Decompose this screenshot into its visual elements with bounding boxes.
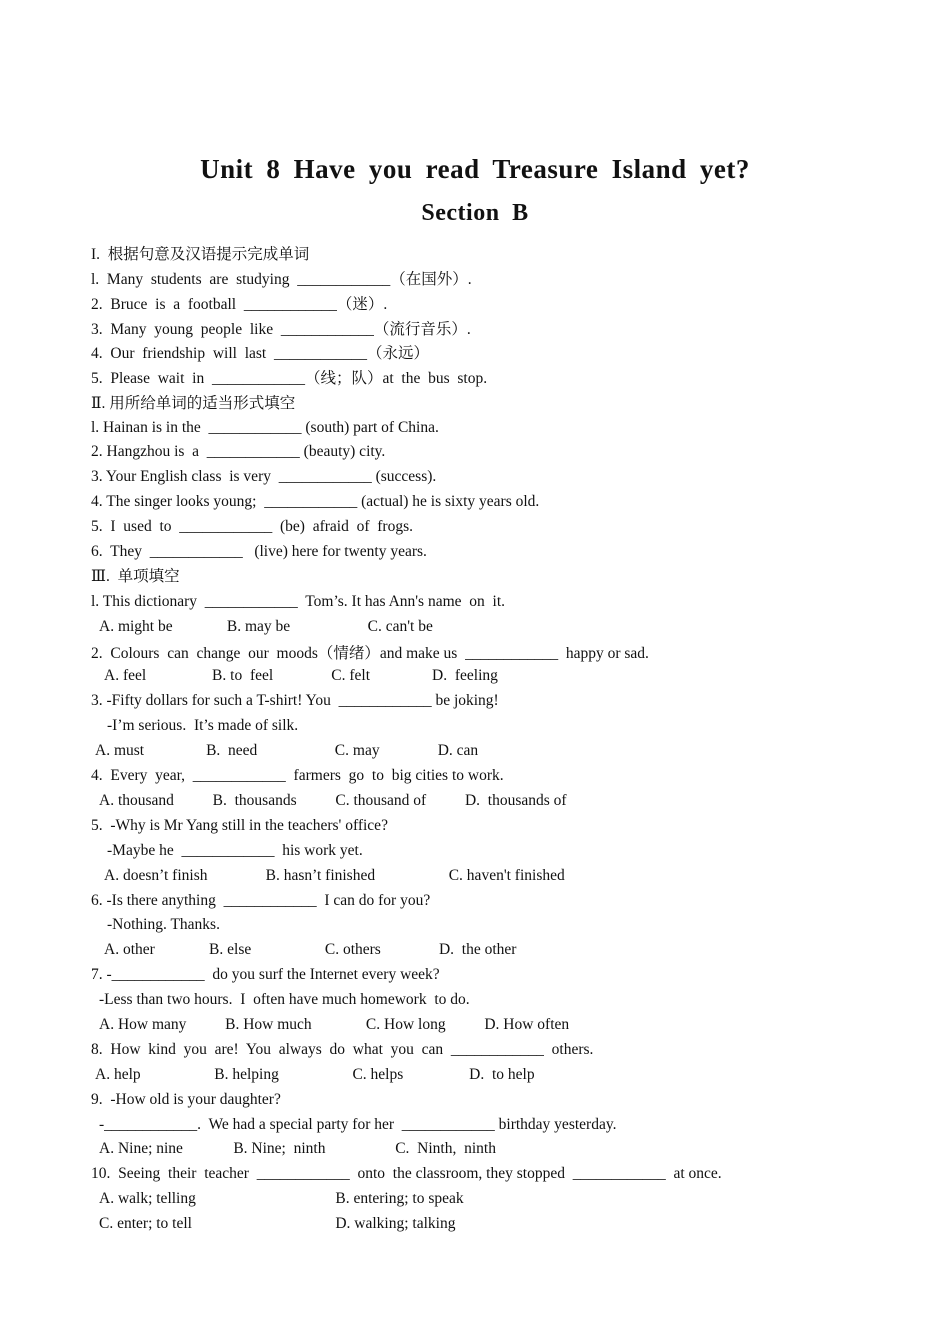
worksheet-line: 9. -How old is your daughter? bbox=[91, 1091, 281, 1108]
worksheet-line: -I’m serious. It’s made of silk. bbox=[107, 717, 299, 734]
worksheet-line: -Maybe he ____________ his work yet. bbox=[107, 842, 363, 859]
worksheet-line: 4. Our friendship will last ____________（永远） bbox=[91, 345, 429, 362]
worksheet-line: I. 根据句意及汉语提示完成单词 bbox=[91, 246, 310, 263]
worksheet-line: 2. Hangzhou is a ____________ (beauty) city. bbox=[91, 443, 386, 460]
worksheet-line: A. How many B. How much C. How long D. How often bbox=[99, 1016, 570, 1033]
worksheet-line: 10. Seeing their teacher ____________ onto the classroom, they stopped ____________ at once. bbox=[91, 1165, 722, 1182]
section-title: Section B bbox=[421, 200, 529, 226]
worksheet-line: 8. How kind you are! You always do what you can ____________ others. bbox=[91, 1041, 594, 1058]
worksheet-line: 3. Your English class is very ____________ (success). bbox=[91, 468, 437, 485]
worksheet-line: 6. -Is there anything ____________ I can do for you? bbox=[91, 892, 431, 909]
worksheet-line: A. might be B. may be C. can't be bbox=[99, 618, 433, 635]
worksheet-line: 4. Every year, ____________ farmers go to big cities to work. bbox=[91, 767, 504, 784]
worksheet-line: 2. Bruce is a football ____________（迷）. bbox=[91, 296, 388, 313]
worksheet-line: 7. -____________ do you surf the Internet every week? bbox=[91, 966, 440, 983]
worksheet-line: -Nothing. Thanks. bbox=[107, 916, 220, 933]
worksheet-line: 5. -Why is Mr Yang still in the teachers' office? bbox=[91, 817, 388, 834]
worksheet-line: A. Nine; nine B. Nine; ninth C. Ninth, ninth bbox=[99, 1140, 496, 1157]
worksheet-line: Ⅲ. 单项填空 bbox=[91, 568, 180, 585]
worksheet-line: 5. Please wait in ____________（线；队）at the bus stop. bbox=[91, 370, 488, 387]
worksheet-line: A. must B. need C. may D. can bbox=[95, 742, 479, 759]
worksheet-line: 3. -Fifty dollars for such a T-shirt! You ____________ be joking! bbox=[91, 692, 499, 709]
worksheet-line: A. walk; telling B. entering; to speak bbox=[99, 1190, 464, 1207]
worksheet-line: 5. I used to ____________ (be) afraid of frogs. bbox=[91, 518, 413, 535]
worksheet-line: A. feel B. to feel C. felt D. feeling bbox=[104, 667, 498, 684]
worksheet-line: 3. Many young people like ____________（流行音乐）. bbox=[91, 321, 471, 338]
worksheet-line: l. This dictionary ____________ Tom’s. It has Ann's name on it. bbox=[91, 593, 506, 610]
worksheet-line: A. thousand B. thousands C. thousand of D. thousands of bbox=[99, 792, 567, 809]
worksheet-line: -Less than two hours. I often have much homework to do. bbox=[99, 991, 470, 1008]
worksheet-line: l. Many students are studying ____________（在国外）. bbox=[91, 271, 472, 288]
page-title: Unit 8 Have you read Treasure Island yet? bbox=[200, 154, 750, 184]
worksheet-line: 6. They ____________ (live) here for twenty years. bbox=[91, 543, 427, 560]
worksheet-line: Ⅱ. 用所给单词的适当形式填空 bbox=[91, 395, 296, 412]
worksheet-line: -____________. We had a special party for her ____________ birthday yesterday. bbox=[99, 1116, 617, 1133]
worksheet-line: A. help B. helping C. helps D. to help bbox=[95, 1066, 535, 1083]
worksheet-line: 2. Colours can change our moods（情绪）and make us ____________ happy or sad. bbox=[91, 645, 649, 662]
worksheet-line: C. enter; to tell D. walking; talking bbox=[99, 1215, 456, 1232]
worksheet-line: A. doesn’t finish B. hasn’t finished C. haven't finished bbox=[104, 867, 565, 884]
worksheet-line: l. Hainan is in the ____________ (south) part of China. bbox=[91, 419, 439, 436]
worksheet-line: A. other B. else C. others D. the other bbox=[104, 941, 517, 958]
worksheet-line: 4. The singer looks young; ____________ (actual) he is sixty years old. bbox=[91, 493, 540, 510]
